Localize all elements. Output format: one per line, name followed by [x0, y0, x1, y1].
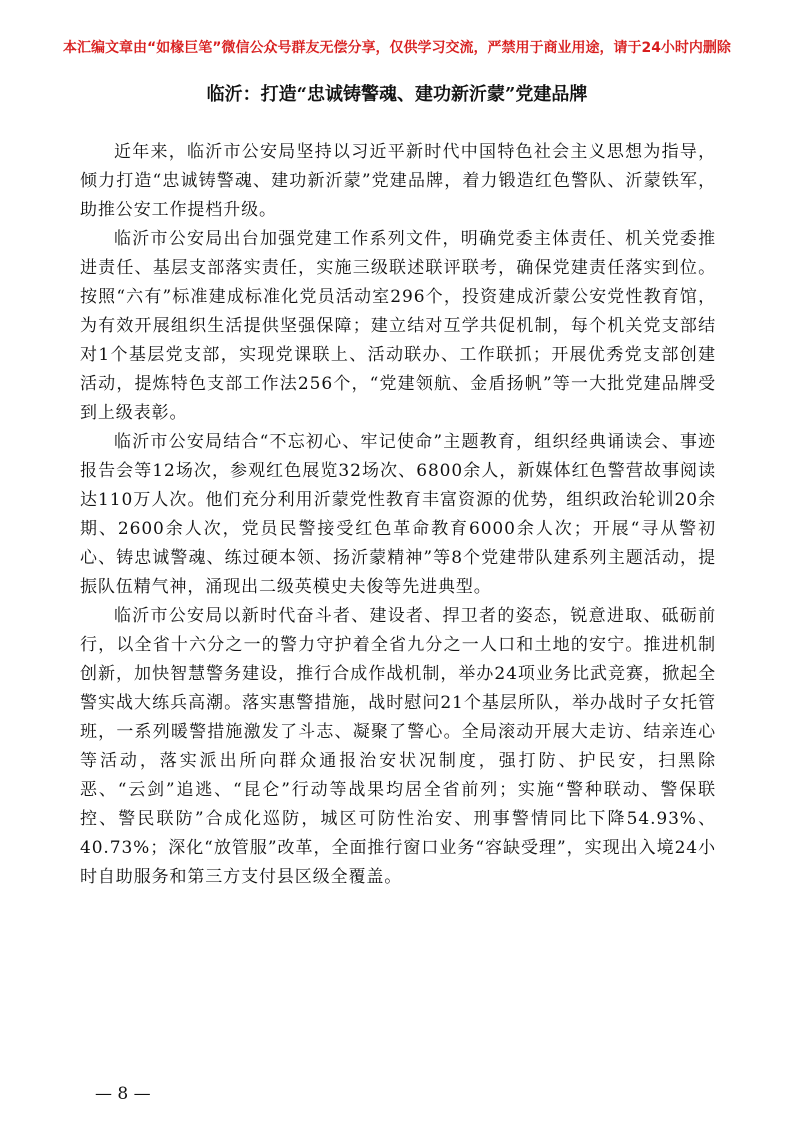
article-title: 临沂：打造“忠诚铸警魂、建功新沂蒙”党建品牌: [206, 84, 588, 105]
page-number: — 8 —: [95, 1084, 151, 1104]
article-body: [80, 138, 716, 892]
paragraph-intro: 近年来，临沂市公安局坚持以习近平新时代中国特色社会主义思想为指导，倾力打造“忠诚铸警魂、建功新沂蒙”党建品牌，着力锻造红色警队、沂蒙铁军，助推公安工作提档升级。: [80, 142, 716, 220]
paragraph-achievements: 临沂市公安局以新时代奋斗者、建设者、捍卫者的姿态，锐意进取、砥砺前行，以全省十六分之一的警力守护着全省九分之一人口和土地的安宁。推进机制创新，加快智慧警务建设，推行合成作战机制，举办24项业务比武竞赛，掀起全警实战大练兵高潮。落实惠警措施，战时慰问21个基层所队，举办战时子女托管班，一系列暖警措施激发了斗志、凝聚了警心。全局滚动开展大走访、结亲连心等活动，落实派出所向群众通报治安状况制度，强打防、护民安，扫黑除恶、“云剑”追逃、“昆仑”行动等战果均居全省前列；实施“警种联动、警保联控、警民联防”合成化巡防，城区可防性治安、刑事警情同比下降54.93%、40.73%；深化“放管服”改革，全面推行窗口业务“容缺受理”，实现出入境24小时自助服务和第三方支付县区级全覆盖。: [80, 606, 716, 887]
paragraph-education: 临沂市公安局结合“不忘初心、牢记使命”主题教育，组织经典诵读会、事迹报告会等12场次，参观红色展览32场次、6800余人，新媒体红色警营故事阅读达110万人次。他们充分利用沂蒙党性教育丰富资源的优势，组织政治轮训20余期、2600余人次，党员民警接受红色革命教育6000余人次；开展“寻从警初心、铸忠诚警魂、练过硬本领、扬沂蒙精神”等8个党建带队建系列主题活动，提振队伍精气神，涌现出二级英模史夫俊等先进典型。: [80, 432, 716, 597]
copyright-notice: 本汇编文章由“如椽巨笔”微信公众号群友无偿分享，仅供学习交流，严禁用于商业用途，请于24小时内删除: [63, 40, 731, 56]
paragraph-party-building: 临沂市公安局出台加强党建工作系列文件，明确党委主体责任、机关党委推进责任、基层支部落实责任，实施三级联述联评联考，确保党建责任落实到位。按照“六有”标准建成标准化党员活动室296个，投资建成沂蒙公安党性教育馆，为有效开展组织生活提供坚强保障；建立结对互学共促机制，每个机关党支部结对1个基层党支部，实现党课联上、活动联办、工作联抓；开展优秀党支部创建活动，提炼特色支部工作法256个，“党建领航、金盾扬帆”等一大批党建品牌受到上级表彰。: [80, 229, 716, 423]
